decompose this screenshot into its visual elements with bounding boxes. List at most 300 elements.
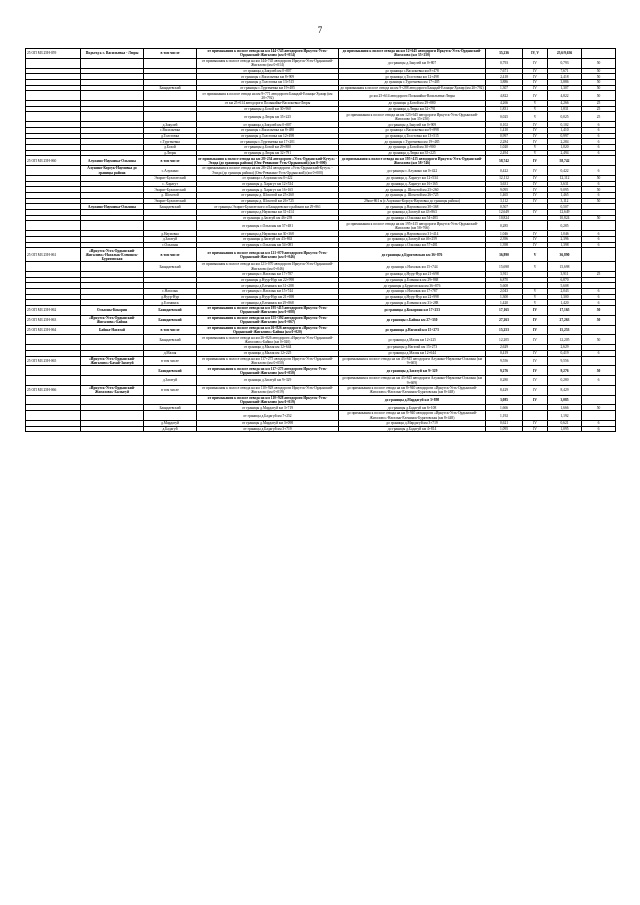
- table-cell: 25: [582, 101, 616, 107]
- table-cell: 50: [582, 366, 616, 376]
- table-cell: 2,396: [548, 236, 582, 242]
- table-cell: 10,824: [486, 215, 523, 221]
- table-row: [26, 49, 616, 59]
- table-cell: до границы с.Тургеневка км 19+485: [339, 139, 486, 145]
- table-cell: 4,822: [548, 91, 582, 101]
- table-cell: [81, 262, 144, 272]
- table-cell: [582, 411, 616, 421]
- table-cell: от примыкания к полосе отвода на км 110+928 автодороги Иркутск-Усть-Ордынский-Жигалово (км 0+019): [197, 395, 339, 405]
- table-cell: 0,025: [548, 112, 582, 122]
- table-cell: от примыкания к полосе отвода на км 155+392 автодороги Иркутск-Усть-Ордынский-Жигалово (км 0+067): [197, 315, 339, 325]
- table-cell: от границы с.Васильевка км 8+909: [197, 74, 339, 80]
- table-cell: 3,631: [548, 181, 582, 187]
- table-cell: 1,046: [548, 231, 582, 237]
- table-body: [26, 49, 616, 432]
- table-cell: 25 ОП МЗ 25Н-064: [26, 325, 81, 335]
- table-row: [26, 306, 616, 316]
- table-cell: от границы д.Еленинск км 29+868: [197, 300, 339, 306]
- table-cell: V: [523, 248, 548, 262]
- table-cell: 2,418: [486, 74, 523, 80]
- table-cell: 1,465: [548, 193, 582, 199]
- table-cell: от примыкания к полосе отвода на км 144+745 автодороги Иркутск-Усть-Ордынский-Жигалово (км 0+014): [197, 49, 339, 59]
- table-cell: [26, 166, 81, 176]
- table-cell: IV: [523, 198, 548, 204]
- table-cell: 0,419: [548, 350, 582, 356]
- table-cell: [582, 262, 616, 272]
- table-cell: IV: [523, 315, 548, 325]
- table-cell: 2,284: [548, 139, 582, 145]
- table-cell: 5,608: [548, 283, 582, 289]
- table-cell: от границы д.Толстовка км 13+515: [197, 79, 339, 85]
- table-cell: от границы д. Харагут км 12+534: [197, 181, 339, 187]
- table-cell: от границы с.Васильевка км 8+488: [197, 127, 339, 133]
- table-cell: д.Бадагуй: [144, 426, 197, 432]
- table-cell: V: [523, 300, 548, 306]
- table-cell: IV: [523, 175, 548, 181]
- table-cell: 1,398: [486, 242, 523, 248]
- table-cell: до границы с.Нагалык км 17+787: [339, 289, 486, 295]
- table-cell: от границы д. Шохотой км 26+725: [197, 198, 339, 204]
- table-cell: Эхирит-Булагатский: [144, 198, 197, 204]
- table-cell: [144, 58, 197, 68]
- table-cell: 58,742: [548, 156, 582, 166]
- table-cell: 50: [582, 91, 616, 101]
- table-cell: 6: [582, 236, 616, 242]
- table-cell: от границы с.Нагалык км 17+787: [197, 271, 339, 277]
- table-cell: д.Люры: [144, 150, 197, 156]
- table-cell: 6: [582, 420, 616, 426]
- table-cell: 50: [582, 74, 616, 80]
- table-cell: 25 ОП МЗ 25Н-066: [26, 385, 81, 395]
- table-cell: от границы д.Еленинск км 31+288: [197, 283, 339, 289]
- table-cell: IV: [523, 156, 548, 166]
- table-cell: 9,276: [548, 366, 582, 376]
- table-cell: 10,824: [548, 215, 582, 221]
- table-cell: до границы д. Харагут км 16+165: [339, 181, 486, 187]
- table-cell: 3,112: [548, 198, 582, 204]
- table-cell: до границы д.Мардагуй км 3+898: [339, 395, 486, 405]
- table-cell: в том числе: [144, 385, 197, 395]
- table-cell: до границы д.Малая км 12+225: [339, 335, 486, 345]
- table-cell: до границы д.Наумовка км 31+414: [339, 231, 486, 237]
- table-cell: V: [523, 112, 548, 122]
- table-cell: до границы д.Загатуй км 43+863: [339, 210, 486, 216]
- table-cell: от границы д.Бозой км 30+960: [197, 106, 339, 112]
- table-cell: IV: [523, 231, 548, 237]
- table-cell: Байша-Нагатай: [81, 325, 144, 335]
- table-cell: 1,300: [486, 294, 523, 300]
- table-cell: от примыкания к полосе отвода на км 26+826 автодороги «Иркутск-Усть-Ордынский-Жигалово»-Байша (км 0+020): [197, 325, 339, 335]
- table-cell: с.Ользоны: [144, 242, 197, 248]
- table-cell: до границы с.Нагалык км 15+744: [339, 262, 486, 272]
- table-cell: 12,205: [486, 335, 523, 345]
- table-cell: 50: [582, 79, 616, 85]
- table-cell: от границы Эхирит-Булагатского и Баяндаевского районов км 29+861: [197, 204, 339, 210]
- table-cell: 15,253: [548, 325, 582, 335]
- table-cell: 36,890: [548, 248, 582, 262]
- table-cell: IV: [523, 395, 548, 405]
- table-cell: 58,742: [486, 156, 523, 166]
- table-cell: д.Нуур-Нур: [144, 294, 197, 300]
- table-cell: IV: [523, 181, 548, 187]
- table-cell: 6: [582, 145, 616, 151]
- table-cell: до примыкания к полосе отвода на км 195+415 автодороги Иркутск-Усть-Ордынский-Жигалово (км 58+746): [339, 156, 486, 166]
- table-cell: Баяндаевский: [144, 85, 197, 91]
- table-cell: от границы д.Закулей км 0+807: [197, 68, 339, 74]
- table-cell: [582, 395, 616, 405]
- table-cell: д.Мардагуй: [144, 420, 197, 426]
- table-cell: от границы д.Загатуй км 9+329: [197, 376, 339, 386]
- table-cell: от границы д.Мардагуй км 3+098: [197, 420, 339, 426]
- table-cell: Баяндаевский: [144, 405, 197, 411]
- table-cell: 6: [582, 376, 616, 386]
- table-cell: до границы с.Васильевка км 8+478: [339, 68, 486, 74]
- table-cell: 6: [582, 426, 616, 432]
- table-cell: Баяндаевский: [144, 315, 197, 325]
- table-cell: 36,890: [486, 248, 523, 262]
- table-cell: 6: [582, 166, 616, 176]
- table-cell: 7,671: [486, 68, 523, 74]
- table-cell: до примыкания к полосе отвода на км 8+940 автодороги «Иркутск-Усть-Ордынский-Жигалово»-Нагалык-Еленинск-Бурятовская (км 8+448): [339, 385, 486, 395]
- table-cell: 50: [582, 187, 616, 193]
- table-cell: 2,629: [548, 345, 582, 351]
- table-cell: д.Малая: [144, 350, 197, 356]
- table-cell: до примыкания к полосе отвода на км 12+645 автодороги Иркутск-Усть-Ордынский-Жигалово (км 35+250): [339, 49, 486, 59]
- table-cell: 15,698: [548, 262, 582, 272]
- table-cell: 25: [582, 106, 616, 112]
- table-cell: 27,263: [548, 315, 582, 325]
- table-cell: 6,870: [486, 277, 523, 283]
- table-cell: от границы д.Люры км 32+791: [197, 150, 339, 156]
- table-cell: д.Загатуй: [144, 376, 197, 386]
- table-row: [26, 166, 616, 176]
- table-cell: от примыкания к полосе отвода на км 110+928 автодороги Иркутск-Усть-Ордынский-Жигалово (км 0+019): [197, 385, 339, 395]
- table-cell: 1,420: [548, 300, 582, 306]
- table-cell: [81, 91, 144, 101]
- table-cell: [26, 411, 81, 421]
- table-cell: IV: [523, 79, 548, 85]
- table-cell: до границы д.Загатуй км 46+259: [339, 236, 486, 242]
- table-cell: 4,266: [486, 101, 523, 107]
- table-cell: от границы д.Толстовка км 12+498: [197, 133, 339, 139]
- table-cell: [26, 395, 81, 405]
- table-cell: 17,165: [486, 306, 523, 316]
- table-cell: V: [523, 145, 548, 151]
- table-cell: от границы д.Наумовка км 30+368: [197, 231, 339, 237]
- table-cell: от границы д.Наумовка км 31+414: [197, 210, 339, 216]
- table-cell: IV: [523, 350, 548, 356]
- table-cell: от границы д. Харагут км 16+165: [197, 187, 339, 193]
- table-cell: 25 ОП МЗ 25Н-062: [26, 306, 81, 316]
- table-cell: 0,621: [548, 420, 582, 426]
- table-cell: [81, 411, 144, 421]
- table-cell: до границы д.Люры км 32+791: [339, 106, 486, 112]
- table-cell: до границы с.Ользоны км 54+483: [339, 215, 486, 221]
- table-cell: 1,831: [486, 106, 523, 112]
- table-row: [26, 395, 616, 405]
- table-cell: 6: [582, 127, 616, 133]
- table-cell: Алужино-Корсук-Наумовка до границы района: [81, 166, 144, 176]
- table-cell: 6: [582, 350, 616, 356]
- table-cell: 0,025: [486, 112, 523, 122]
- table-cell: 50: [582, 335, 616, 345]
- table-cell: до примыкания к полосе отвода на км 43+845 автодороги Алужино-Наумовка-Ользоны (км 9+609): [339, 376, 486, 386]
- table-cell: 0,621: [486, 420, 523, 426]
- table-cell: [26, 262, 81, 272]
- table-cell: в том числе: [144, 156, 197, 166]
- table-cell: до границы с.Алужино км 0+422: [339, 166, 486, 176]
- table-row: [26, 156, 616, 166]
- table-cell: [81, 376, 144, 386]
- table-cell: 0,997: [486, 133, 523, 139]
- table-cell: 1,465: [486, 193, 523, 199]
- table-cell: 1,095: [486, 426, 523, 432]
- table-cell: IV: [523, 306, 548, 316]
- table-cell: от км 25+614 автодороги Полынайка-Васильевка-Люры: [197, 101, 339, 107]
- table-cell: 2,043: [548, 289, 582, 295]
- table-cell: IV: [523, 325, 548, 335]
- table-cell: до примыкания к полосе отвода на км 9+288 автодороги Баяндай-Еланцы-Хужир (км 20+792): [340, 85, 484, 90]
- table-cell: IV: [523, 74, 548, 80]
- table-cell: Ользоны-Кокорин: [81, 306, 144, 316]
- table-cell: 6: [582, 242, 616, 248]
- table-cell: [26, 112, 81, 122]
- table-cell: Баяндаевский: [144, 204, 197, 210]
- table-cell: до границы д.Бадагуй км 6+108: [339, 405, 486, 411]
- table-cell: д.Загатуй: [144, 236, 197, 242]
- table-cell: 50: [582, 215, 616, 221]
- table-cell: IV: [523, 420, 548, 426]
- table-cell: до границы д.Нагатай км 15+273: [339, 345, 486, 351]
- table-cell: 50: [582, 58, 616, 68]
- table-row: [26, 248, 616, 262]
- table-cell: 6: [582, 300, 616, 306]
- table-cell: с.Алужино: [144, 166, 197, 176]
- table-cell: 1,410: [548, 127, 582, 133]
- table-cell: Баяндаевский: [144, 335, 197, 345]
- table-row: [26, 366, 616, 376]
- table-cell: 1,095: [548, 426, 582, 432]
- table-cell: от примыкания к полосе отвода на км 195+415 автодороги Иркутск-Усть-Ордынский-Жигалово (км 0+088): [197, 306, 339, 316]
- table-cell: с. Харагут: [144, 181, 197, 187]
- table-cell: [144, 221, 197, 231]
- table-cell: 0,102: [548, 122, 582, 128]
- table-cell: от границы д. Шохотой км 25+260: [197, 193, 339, 199]
- table-cell: д.Еленинск: [144, 300, 197, 306]
- table-cell: IV: [523, 242, 548, 248]
- table-cell: с.Нагалык: [144, 289, 197, 295]
- table-cell: от границы д.Закулей км 0+807: [197, 122, 339, 128]
- table-cell: до границы д.Закулей км 0+807: [339, 58, 486, 68]
- table-cell: от границы д.Загатуй км 43+863: [197, 236, 339, 242]
- table-cell: в том числе: [144, 248, 197, 262]
- table-cell: IV: [523, 187, 548, 193]
- table-cell: от границы д.Люры км 35+225: [197, 112, 339, 122]
- table-cell: д.Наумовка: [144, 231, 197, 237]
- table-cell: 12,112: [548, 175, 582, 181]
- table-cell: 1,307: [548, 85, 582, 91]
- table-row: [26, 356, 616, 366]
- table-row: [26, 262, 616, 272]
- table-cell: от границы с.Тургеневка км 19+485: [197, 85, 339, 91]
- table-cell: IV: [523, 68, 548, 74]
- table-cell: до границы д.Нуур-Нур км 21+698: [339, 271, 486, 277]
- table-cell: 8,429: [548, 385, 582, 395]
- table-cell: 2,629: [486, 345, 523, 351]
- table-cell: [26, 366, 81, 376]
- table-cell: 0,285: [548, 221, 582, 231]
- table-cell: до границы д. Шохотой км 26+725: [339, 193, 486, 199]
- table-cell: 50: [582, 315, 616, 325]
- table-cell: от примыкания к полосе отвода на км 28+234 автодороги «Усть-Ордынский-Кутул» - Эхида (до границы района) (Оек-Ревякино-Усть-Ордынский) (км 0+000): [198, 156, 337, 165]
- table-cell: [144, 112, 197, 122]
- table-cell: 6,870: [548, 277, 582, 283]
- table-cell: IV: [523, 356, 548, 366]
- table-cell: 0,419: [486, 350, 523, 356]
- table-cell: [26, 376, 81, 386]
- table-row: [26, 58, 616, 68]
- table-cell: IV: [523, 236, 548, 242]
- table-cell: до границы д.Мардагуй км 3+719: [339, 420, 486, 426]
- table-cell: 25 ОП МЗ 25Н-060: [26, 156, 81, 166]
- table-cell: [582, 49, 616, 59]
- table-cell: 5,608: [486, 283, 523, 289]
- table-cell: IV: [523, 139, 548, 145]
- table-cell: 1,307: [486, 85, 523, 91]
- table-cell: 29км+861 м (г.Алужино-Корсук-Наумовка до границы района): [339, 198, 486, 204]
- table-cell: 12,649: [486, 210, 523, 216]
- table-cell: от примыкания к полосе отвода на км 121+070 автодороги Иркутск-Усть-Ордынский-Жигалово (км 0+046): [197, 262, 339, 272]
- table-cell: до границы д. Харагут км 12+534: [339, 175, 486, 181]
- table-cell: [144, 395, 197, 405]
- table-cell: 50: [582, 405, 616, 411]
- table-cell: от примыкания к полосе отвода на км 144+745 автодороги Иркутск-Усть-Ордынский-Жигалово (км 0+014): [197, 58, 339, 68]
- table-cell: 1,300: [548, 294, 582, 300]
- table-cell: 1,666: [548, 405, 582, 411]
- table-cell: д.Бозой: [144, 145, 197, 151]
- table-cell: от границы д.Малая км 12+225: [197, 350, 339, 356]
- table-cell: 1,831: [548, 106, 582, 112]
- table-cell: [582, 385, 616, 395]
- table-cell: 25 ОП МЗ 25Н-061: [26, 248, 81, 262]
- table-cell: 50: [582, 68, 616, 74]
- table-cell: 3,911: [548, 271, 582, 277]
- table-cell: 6: [582, 181, 616, 187]
- table-cell: 0,280: [548, 376, 582, 386]
- table-cell: 0,997: [548, 133, 582, 139]
- table-cell: от границы д.Бадагуй км 7+252: [197, 411, 339, 421]
- table-cell: 50: [582, 306, 616, 316]
- table-cell: [582, 248, 616, 262]
- table-cell: 6: [582, 193, 616, 199]
- table-cell: до границы с.Ользоны км 57+481: [339, 242, 486, 248]
- table-cell: 25: [582, 112, 616, 122]
- table-cell: Подъезд к с. Васильевка - Люры: [81, 49, 144, 59]
- table-cell: 0,422: [486, 166, 523, 176]
- table-cell: [81, 395, 144, 405]
- table-cell: до границы д. Шохотой км 25+260: [339, 187, 486, 193]
- table-cell: 4,822: [486, 91, 523, 101]
- table-cell: 6: [582, 133, 616, 139]
- table-cell: до примыкания к полосе отвода на км 195+415 автодороги Иркутск-Усть-Ордынский-Жигалово (км 58+766): [339, 221, 486, 231]
- table-cell: [523, 221, 548, 231]
- table-cell: «Иркутск-Усть-Ордынский-Жигалово»-Балыгуй: [81, 385, 144, 395]
- table-cell: 7,671: [548, 68, 582, 74]
- table-cell: 3,085: [486, 395, 523, 405]
- table-cell: от границы с.Алужино км 0+422: [197, 175, 339, 181]
- table-cell: IV: [523, 91, 548, 101]
- table-cell: 9,556: [548, 356, 582, 366]
- table-cell: д.Закулей: [144, 122, 197, 128]
- table-cell: от примыкания к полосе отвода на км 26+826 автодороги «Иркутск-Усть-Ордынский-Жигалово»-Байша (км 0+020): [197, 335, 339, 345]
- table-cell: «Иркутск-Усть-Ордынский-Жигалово»-Байша: [81, 315, 144, 325]
- table-cell: Эхирит-Булагатский: [144, 187, 197, 193]
- table-cell: до км 25+614 автодороги Полынайка-Васильевка-Люры: [339, 91, 486, 101]
- table-cell: 6: [582, 289, 616, 295]
- table-row: [26, 385, 616, 395]
- table-cell: от примыкания к полосе отвода на км 28+234 автодороги «Усть-Ордынский-Кутул» - Эхида (до границы района) (Оек-Ревякино-Усть-Ордынский) (км 0+000): [197, 166, 339, 176]
- table-cell: до границы д.Наумовка км 30+368: [339, 204, 486, 210]
- table-cell: до границы д.Нагатай км 15+273: [339, 325, 486, 335]
- table-cell: от границы д.Мардагуй км 3+719: [197, 405, 339, 411]
- table-cell: 0,102: [486, 122, 523, 128]
- table-cell: до границы д.Загатуй км 9+329: [339, 366, 486, 376]
- table-cell: 2,396: [486, 236, 523, 242]
- table-cell: 0,507: [548, 204, 582, 210]
- table-cell: 6: [582, 294, 616, 300]
- table-cell: [26, 335, 81, 345]
- table-row: [26, 315, 616, 325]
- table-cell: [81, 366, 144, 376]
- table-cell: 50: [582, 198, 616, 204]
- table-cell: до границы д.Бозой км 29+880: [339, 101, 486, 107]
- table-cell: 25 ОП МЗ 25Н-063: [26, 315, 81, 325]
- table-row: [26, 335, 616, 345]
- table-cell: 6: [582, 150, 616, 156]
- table-cell: до границы д.Кокорина км 17+253: [339, 306, 486, 316]
- table-cell: д. Шохотой: [144, 193, 197, 199]
- table-cell: «Иркутск-Усть-Ордынский-Жигалово»-Нагалык-Еленинск-Бурятовская: [81, 248, 144, 262]
- table-cell: [144, 411, 197, 421]
- table-row: [26, 325, 616, 335]
- table-cell: 35,236: [486, 49, 523, 59]
- table-cell: Баяндаевский: [144, 306, 197, 316]
- table-cell: 25 ОП МЗ 25Н-065: [26, 356, 81, 366]
- table-cell: IV: [523, 58, 548, 68]
- table-cell: Алужино-Наумовка-Ользоны: [81, 156, 144, 166]
- table-cell: [582, 325, 616, 335]
- table-cell: до границы с.Байша км 27+330: [339, 315, 486, 325]
- table-cell: до границы д.Бадагуй км 4+814: [339, 426, 486, 432]
- table-row: [26, 411, 616, 421]
- table-cell: 1,410: [486, 127, 523, 133]
- table-cell: [81, 221, 144, 231]
- table-cell: IV: [523, 127, 548, 133]
- table-cell: [26, 426, 81, 432]
- table-cell: [26, 221, 81, 231]
- table-cell: [26, 91, 81, 101]
- table-cell: Баяндаевский: [144, 262, 197, 272]
- table-cell: 1,398: [548, 242, 582, 248]
- table-cell: 9,095: [486, 187, 523, 193]
- table-cell: Алужино-Наумовка-Ользоны: [81, 204, 144, 210]
- table-cell: от границы д.Нуур-Нур км 21+698: [197, 294, 339, 300]
- table-cell: 15,253: [486, 325, 523, 335]
- table-cell: Эхирит-Булагатский: [144, 175, 197, 181]
- table-cell: до примыкания к полосе отвода на км 123+645 автодороги Иркутск-Усть-Ордынский-Жигалово (км 35+250): [339, 112, 486, 122]
- table-cell: [81, 112, 144, 122]
- table-cell: 27,263: [486, 315, 523, 325]
